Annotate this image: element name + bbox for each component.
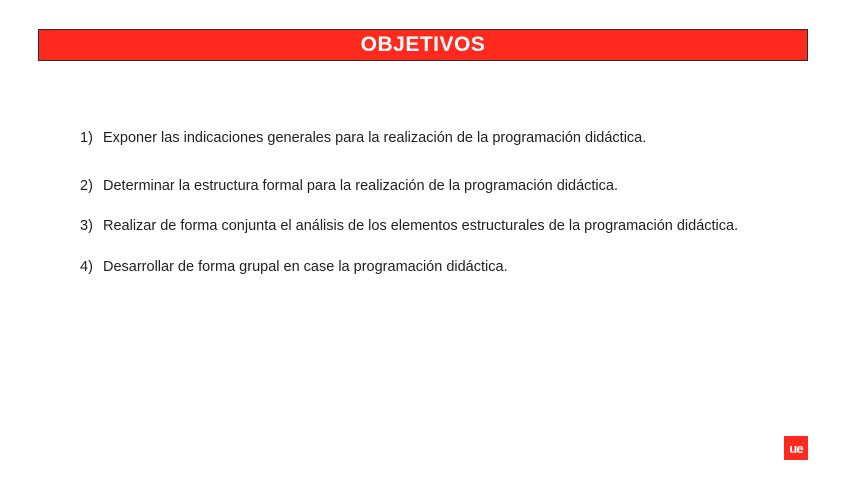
objectives-list — [80, 130, 770, 276]
objective-text: Determinar la estructura formal para la realización de la programación didáctica. — [103, 178, 618, 194]
logo-text: ue — [789, 440, 803, 456]
objective-item-2 — [80, 178, 770, 195]
objective-item-4 — [80, 259, 770, 276]
objective-number: 3) — [80, 218, 93, 234]
objective-number: 2) — [80, 178, 93, 194]
objective-number: 4) — [80, 259, 93, 275]
page-title: OBJETIVOS — [360, 33, 486, 56]
objective-number: 1) — [80, 130, 93, 146]
objective-item-1 — [80, 130, 770, 147]
objective-text: Desarrollar de forma grupal en case la programación didáctica. — [103, 259, 508, 275]
ue-logo — [784, 436, 808, 460]
objective-item-3 — [80, 218, 770, 235]
objective-text: Realizar de forma conjunta el análisis de los elementos estructurales de la programación didáctica. — [103, 218, 739, 234]
title-bar — [38, 29, 808, 61]
objective-text: Exponer las indicaciones generales para la realización de la programación didáctica. — [103, 130, 647, 146]
